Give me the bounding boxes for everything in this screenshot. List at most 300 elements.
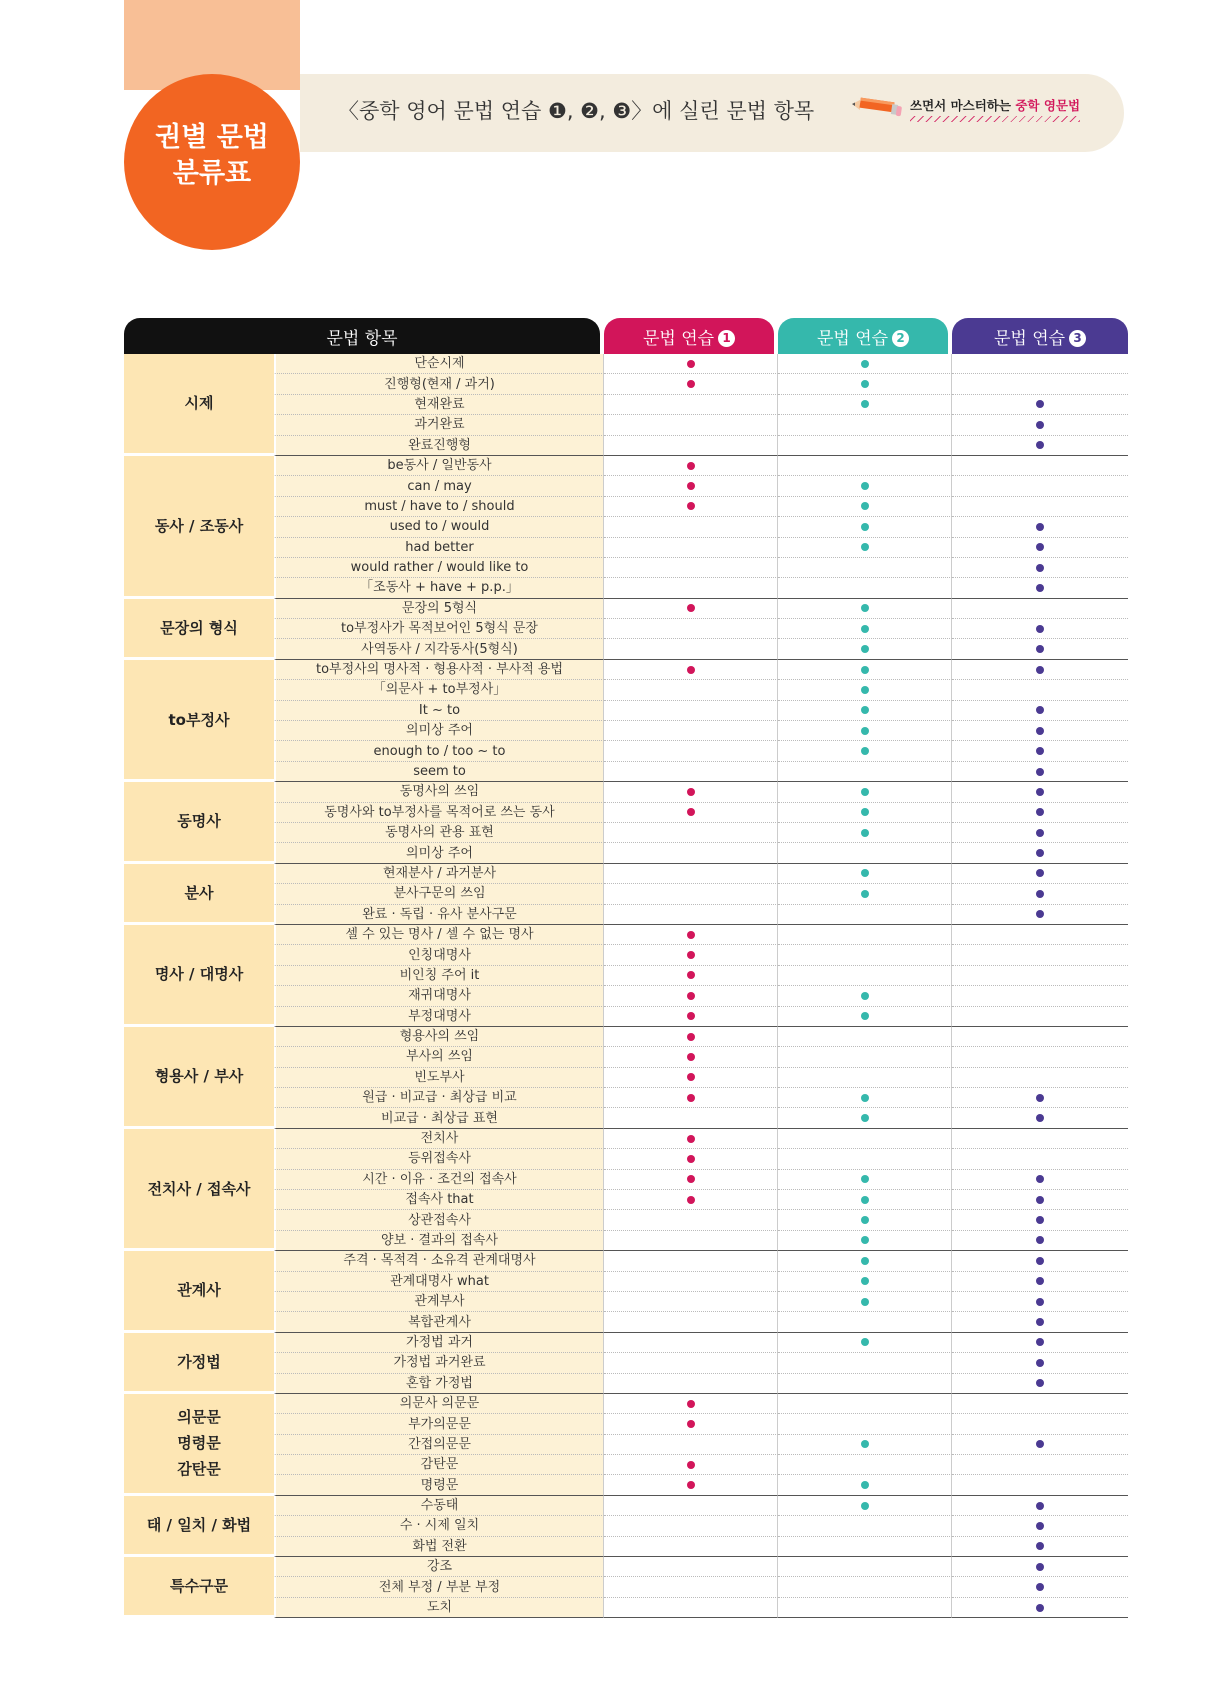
volume-3-cell xyxy=(952,1557,1128,1577)
volume-3-cell xyxy=(952,803,1128,823)
grammar-item: 의미상 주어 xyxy=(274,721,604,741)
volume-1-dot-icon xyxy=(687,462,695,470)
volume-2-cell xyxy=(778,497,952,517)
grammar-item: 가정법 과거 xyxy=(274,1333,604,1353)
table-row xyxy=(124,701,1128,721)
volume-3-cell xyxy=(952,639,1128,659)
table-row xyxy=(124,1475,1128,1495)
volume-2-dot-icon xyxy=(861,747,869,755)
volume-3-cell xyxy=(952,1333,1128,1353)
category-label: 가정법 xyxy=(177,1352,221,1371)
volume-3-dot-icon xyxy=(1036,1379,1044,1387)
category-label: 명사 / 대명사 xyxy=(154,965,244,984)
table-row xyxy=(124,374,1128,394)
volume-3-cell xyxy=(952,741,1128,761)
volume-1-cell xyxy=(604,701,778,721)
volume-2-cell xyxy=(778,1007,952,1027)
category-label: 관계사 xyxy=(177,1281,221,1300)
grammar-item: 양보 · 결과의 접속사 xyxy=(274,1231,604,1251)
table-row xyxy=(124,1292,1128,1312)
category-cell xyxy=(124,1251,274,1333)
volume-3-dot-icon xyxy=(1036,768,1044,776)
header-volume-2-label: 문법 연습 xyxy=(816,328,889,349)
table-row xyxy=(124,945,1128,965)
category-label: 태 / 일치 / 화법 xyxy=(146,1515,252,1534)
volume-3-cell xyxy=(952,864,1128,884)
grammar-item: 원급 · 비교급 · 최상급 비교 xyxy=(274,1088,604,1108)
volume-2-number-icon: 2 xyxy=(892,330,909,347)
category-cell xyxy=(124,456,274,599)
volume-1-cell xyxy=(604,1210,778,1230)
volume-2-cell xyxy=(778,1068,952,1088)
volume-1-cell xyxy=(604,1353,778,1373)
volume-1-number-icon: 1 xyxy=(718,330,735,347)
table-row xyxy=(124,1353,1128,1373)
volume-1-cell xyxy=(604,1292,778,1312)
volume-1-cell xyxy=(604,1007,778,1027)
volume-2-cell xyxy=(778,456,952,476)
table-row xyxy=(124,538,1128,558)
volume-1-cell xyxy=(604,1149,778,1169)
table-row xyxy=(124,476,1128,496)
grammar-item: 관계대명사 what xyxy=(274,1272,604,1292)
table-row xyxy=(124,1312,1128,1332)
volume-1-cell xyxy=(604,1374,778,1394)
table-row xyxy=(124,1251,1128,1271)
volume-1-cell xyxy=(604,1088,778,1108)
volume-3-cell xyxy=(952,945,1128,965)
volume-1-cell xyxy=(604,558,778,578)
category-label: 전치사 / 접속사 xyxy=(147,1179,251,1198)
volume-1-dot-icon xyxy=(687,604,695,612)
category-cell xyxy=(124,1333,274,1394)
grammar-item: 가정법 과거완료 xyxy=(274,1353,604,1373)
volume-3-dot-icon xyxy=(1036,849,1044,857)
volume-1-cell xyxy=(604,517,778,537)
volume-1-dot-icon xyxy=(687,360,695,368)
volume-3-cell xyxy=(952,884,1128,904)
volume-3-cell xyxy=(952,721,1128,741)
volume-3-dot-icon xyxy=(1036,1114,1044,1122)
volume-1-dot-icon xyxy=(687,808,695,816)
volume-3-dot-icon xyxy=(1036,706,1044,714)
table-row xyxy=(124,1108,1128,1128)
volume-2-dot-icon xyxy=(861,1216,869,1224)
volume-3-cell xyxy=(952,680,1128,700)
volume-3-cell xyxy=(952,782,1128,802)
table-row xyxy=(124,1272,1128,1292)
volume-3-dot-icon xyxy=(1036,1175,1044,1183)
volume-2-dot-icon xyxy=(861,380,869,388)
grammar-item: would rather / would like to xyxy=(274,558,604,578)
volume-2-cell xyxy=(778,680,952,700)
volume-3-cell xyxy=(952,1353,1128,1373)
grammar-item: 동명사의 쓰임 xyxy=(274,782,604,802)
volume-3-dot-icon xyxy=(1036,890,1044,898)
volume-2-cell xyxy=(778,538,952,558)
volume-2-dot-icon xyxy=(861,666,869,674)
grammar-item: 화법 전환 xyxy=(274,1537,604,1557)
table-row xyxy=(124,1088,1128,1108)
grammar-item: 의미상 주어 xyxy=(274,843,604,863)
volume-1-cell xyxy=(604,1537,778,1557)
volume-1-cell xyxy=(604,476,778,496)
volume-1-cell xyxy=(604,1394,778,1414)
volume-2-dot-icon xyxy=(861,482,869,490)
volume-2-cell xyxy=(778,476,952,496)
table-row xyxy=(124,1435,1128,1455)
category-label: 시제 xyxy=(184,394,214,413)
volume-2-cell xyxy=(778,1496,952,1516)
table-row xyxy=(124,1007,1128,1027)
volume-3-cell xyxy=(952,1475,1128,1495)
table-row xyxy=(124,1394,1128,1414)
grammar-item: enough to / too ~ to xyxy=(274,741,604,761)
category-cell xyxy=(124,599,274,660)
volume-2-cell xyxy=(778,1333,952,1353)
volume-2-cell xyxy=(778,1292,952,1312)
category-label: 동사 / 조동사 xyxy=(154,516,244,535)
volume-1-cell xyxy=(604,966,778,986)
volume-1-cell xyxy=(604,354,778,374)
volume-1-dot-icon xyxy=(687,1135,695,1143)
volume-3-dot-icon xyxy=(1036,1094,1044,1102)
volume-1-cell xyxy=(604,986,778,1006)
volume-1-dot-icon xyxy=(687,1073,695,1081)
pencil-icon xyxy=(850,96,904,118)
table-row xyxy=(124,1598,1128,1618)
volume-1-cell xyxy=(604,456,778,476)
volume-2-cell xyxy=(778,966,952,986)
table-row xyxy=(124,354,1128,374)
volume-2-dot-icon xyxy=(861,686,869,694)
category-label xyxy=(124,1404,274,1482)
volume-2-cell xyxy=(778,1598,952,1618)
volume-3-cell xyxy=(952,1088,1128,1108)
volume-3-cell xyxy=(952,1068,1128,1088)
volume-1-cell xyxy=(604,599,778,619)
volume-2-dot-icon xyxy=(861,1502,869,1510)
volume-1-cell xyxy=(604,1333,778,1353)
volume-1-cell xyxy=(604,1455,778,1475)
table-row xyxy=(124,782,1128,802)
volume-3-cell xyxy=(952,1414,1128,1434)
grammar-item: It ~ to xyxy=(274,701,604,721)
volume-3-dot-icon xyxy=(1036,625,1044,633)
volume-2-cell xyxy=(778,660,952,680)
table-row xyxy=(124,905,1128,925)
volume-3-cell xyxy=(952,1251,1128,1271)
category-label: 문장의 형식 xyxy=(160,618,238,637)
volume-3-dot-icon xyxy=(1036,1359,1044,1367)
volume-2-dot-icon xyxy=(861,706,869,714)
volume-2-cell xyxy=(778,1047,952,1067)
volume-1-cell xyxy=(604,905,778,925)
volume-2-dot-icon xyxy=(861,1481,869,1489)
grammar-item: 단순시제 xyxy=(274,354,604,374)
volume-3-dot-icon xyxy=(1036,1216,1044,1224)
grammar-table xyxy=(124,318,1128,1618)
table-row xyxy=(124,558,1128,578)
volume-3-dot-icon xyxy=(1036,747,1044,755)
volume-3-cell xyxy=(952,1007,1128,1027)
page-title: 〈중학 영어 문법 연습 ❶, ❷, ❸〉에 실린 문법 항목 xyxy=(338,99,815,123)
volume-2-dot-icon xyxy=(861,788,869,796)
grammar-item: to부정사가 목적보어인 5형식 문장 xyxy=(274,619,604,639)
volume-2-dot-icon xyxy=(861,645,869,653)
volume-1-cell xyxy=(604,1435,778,1455)
volume-2-cell xyxy=(778,803,952,823)
volume-1-dot-icon xyxy=(687,1196,695,1204)
volume-2-cell xyxy=(778,354,952,374)
volume-2-cell xyxy=(778,639,952,659)
volume-3-cell xyxy=(952,1210,1128,1230)
grammar-item: 전체 부정 / 부분 부정 xyxy=(274,1577,604,1597)
volume-2-cell xyxy=(778,1312,952,1332)
grammar-item: 완료진행형 xyxy=(274,436,604,456)
volume-1-cell xyxy=(604,721,778,741)
volume-3-cell xyxy=(952,1455,1128,1475)
volume-2-dot-icon xyxy=(861,808,869,816)
badge-title xyxy=(124,120,300,192)
volume-2-cell xyxy=(778,436,952,456)
volume-2-dot-icon xyxy=(861,1338,869,1346)
volume-2-dot-icon xyxy=(861,360,869,368)
table-body xyxy=(124,354,1128,1618)
volume-3-cell xyxy=(952,1435,1128,1455)
volume-2-dot-icon xyxy=(861,1196,869,1204)
table-row xyxy=(124,599,1128,619)
volume-3-cell xyxy=(952,1027,1128,1047)
volume-1-cell xyxy=(604,1577,778,1597)
table-row xyxy=(124,1333,1128,1353)
volume-2-cell xyxy=(778,1516,952,1536)
volume-3-dot-icon xyxy=(1036,1196,1044,1204)
table-row xyxy=(124,578,1128,598)
volume-3-cell xyxy=(952,415,1128,435)
grammar-item: 인칭대명사 xyxy=(274,945,604,965)
table-row xyxy=(124,1047,1128,1067)
volume-1-cell xyxy=(604,1414,778,1434)
volume-3-cell xyxy=(952,1292,1128,1312)
volume-2-cell xyxy=(778,558,952,578)
volume-2-cell xyxy=(778,884,952,904)
series-tag xyxy=(850,92,1080,122)
series-tag-highlight: 중학 영문법 xyxy=(1015,98,1081,113)
series-tag-text xyxy=(910,96,1080,118)
grammar-item: 의문사 의문문 xyxy=(274,1394,604,1414)
grammar-item: 수 · 시제 일치 xyxy=(274,1516,604,1536)
volume-2-dot-icon xyxy=(861,890,869,898)
category-cell xyxy=(124,1496,274,1557)
volume-1-cell xyxy=(604,1108,778,1128)
table-row xyxy=(124,1516,1128,1536)
header-grammar-item xyxy=(124,318,600,354)
header-volume-1 xyxy=(604,318,774,354)
table-row xyxy=(124,1149,1128,1169)
volume-3-cell xyxy=(952,599,1128,619)
volume-2-dot-icon xyxy=(861,1236,869,1244)
volume-1-dot-icon xyxy=(687,502,695,510)
volume-2-cell xyxy=(778,905,952,925)
volume-2-dot-icon xyxy=(861,1257,869,1265)
table-row xyxy=(124,966,1128,986)
volume-1-cell xyxy=(604,680,778,700)
volume-3-cell xyxy=(952,1108,1128,1128)
volume-3-cell xyxy=(952,1394,1128,1414)
grammar-item: 주격 · 목적격 · 소유격 관계대명사 xyxy=(274,1251,604,1271)
volume-3-dot-icon xyxy=(1036,666,1044,674)
grammar-item: must / have to / should xyxy=(274,497,604,517)
table-row xyxy=(124,395,1128,415)
table-row xyxy=(124,660,1128,680)
table-row xyxy=(124,762,1128,782)
volume-1-cell xyxy=(604,1557,778,1577)
volume-2-cell xyxy=(778,578,952,598)
volume-3-cell xyxy=(952,1190,1128,1210)
volume-2-cell xyxy=(778,1414,952,1434)
category-label: 특수구문 xyxy=(170,1577,228,1596)
volume-3-dot-icon xyxy=(1036,829,1044,837)
volume-3-dot-icon xyxy=(1036,543,1044,551)
grammar-item: 형용사의 쓰임 xyxy=(274,1027,604,1047)
volume-2-cell xyxy=(778,415,952,435)
volume-1-cell xyxy=(604,1190,778,1210)
grammar-item: 부가의문문 xyxy=(274,1414,604,1434)
volume-2-cell xyxy=(778,741,952,761)
table-row xyxy=(124,1374,1128,1394)
grammar-item: 진행형(현재 / 과거) xyxy=(274,374,604,394)
volume-3-cell xyxy=(952,762,1128,782)
grammar-item: 과거완료 xyxy=(274,415,604,435)
grammar-item: 관계부사 xyxy=(274,1292,604,1312)
badge-title-line2: 분류표 xyxy=(172,158,252,189)
grammar-item: 강조 xyxy=(274,1557,604,1577)
table-row xyxy=(124,843,1128,863)
volume-3-dot-icon xyxy=(1036,645,1044,653)
grammar-item: 현재완료 xyxy=(274,395,604,415)
volume-1-cell xyxy=(604,1170,778,1190)
grammar-item: had better xyxy=(274,538,604,558)
table-row xyxy=(124,986,1128,1006)
table-row xyxy=(124,1170,1128,1190)
volume-2-dot-icon xyxy=(861,829,869,837)
volume-1-cell xyxy=(604,925,778,945)
volume-2-cell xyxy=(778,1129,952,1149)
volume-3-dot-icon xyxy=(1036,1257,1044,1265)
volume-1-dot-icon xyxy=(687,380,695,388)
category-label: 형용사 / 부사 xyxy=(154,1067,244,1086)
grammar-item: 복합관계사 xyxy=(274,1312,604,1332)
volume-3-dot-icon xyxy=(1036,1522,1044,1530)
volume-3-dot-icon xyxy=(1036,910,1044,918)
volume-2-cell xyxy=(778,945,952,965)
table-row xyxy=(124,1496,1128,1516)
volume-2-dot-icon xyxy=(861,1094,869,1102)
volume-1-dot-icon xyxy=(687,1175,695,1183)
volume-2-cell xyxy=(778,1149,952,1169)
volume-1-cell xyxy=(604,1251,778,1271)
volume-1-dot-icon xyxy=(687,482,695,490)
volume-1-dot-icon xyxy=(687,1053,695,1061)
grammar-item: 재귀대명사 xyxy=(274,986,604,1006)
volume-1-cell xyxy=(604,639,778,659)
header-grammar-item-label: 문법 항목 xyxy=(326,328,398,349)
table-row xyxy=(124,639,1128,659)
grammar-item: 완료 · 독립 · 유사 분사구문 xyxy=(274,905,604,925)
volume-1-cell xyxy=(604,1516,778,1536)
volume-1-dot-icon xyxy=(687,1155,695,1163)
volume-3-cell xyxy=(952,456,1128,476)
grammar-item: 사역동사 / 지각동사(5형식) xyxy=(274,639,604,659)
volume-2-cell xyxy=(778,1231,952,1251)
grammar-item: 부사의 쓰임 xyxy=(274,1047,604,1067)
table-row xyxy=(124,517,1128,537)
volume-1-cell xyxy=(604,1068,778,1088)
volume-1-cell xyxy=(604,619,778,639)
volume-1-cell xyxy=(604,864,778,884)
grammar-item: 셀 수 있는 명사 / 셀 수 없는 명사 xyxy=(274,925,604,945)
table-row xyxy=(124,1537,1128,1557)
table-row xyxy=(124,1577,1128,1597)
volume-3-cell xyxy=(952,1231,1128,1251)
table-row xyxy=(124,680,1128,700)
volume-1-cell xyxy=(604,1047,778,1067)
volume-3-dot-icon xyxy=(1036,421,1044,429)
volume-2-dot-icon xyxy=(861,1277,869,1285)
grammar-item: be동사 / 일반동사 xyxy=(274,456,604,476)
volume-3-dot-icon xyxy=(1036,1583,1044,1591)
volume-2-cell xyxy=(778,517,952,537)
volume-3-cell xyxy=(952,619,1128,639)
volume-2-cell xyxy=(778,1537,952,1557)
table-row xyxy=(124,1455,1128,1475)
volume-2-cell xyxy=(778,701,952,721)
volume-2-dot-icon xyxy=(861,604,869,612)
header-volume-2 xyxy=(778,318,948,354)
grammar-item: 접속사 that xyxy=(274,1190,604,1210)
volume-2-cell xyxy=(778,1435,952,1455)
volume-2-cell xyxy=(778,1353,952,1373)
volume-3-dot-icon xyxy=(1036,869,1044,877)
volume-3-cell xyxy=(952,354,1128,374)
table-row xyxy=(124,741,1128,761)
volume-1-dot-icon xyxy=(687,1012,695,1020)
volume-1-cell xyxy=(604,1027,778,1047)
grammar-item: 현재분사 / 과거분사 xyxy=(274,864,604,884)
volume-1-dot-icon xyxy=(687,666,695,674)
volume-2-cell xyxy=(778,1577,952,1597)
volume-1-cell xyxy=(604,436,778,456)
header-volume-3-label: 문법 연습 xyxy=(993,328,1066,349)
volume-3-cell xyxy=(952,1149,1128,1169)
volume-2-cell xyxy=(778,1557,952,1577)
table-row xyxy=(124,436,1128,456)
header-volume-1-label: 문법 연습 xyxy=(642,328,715,349)
volume-3-cell xyxy=(952,1516,1128,1536)
volume-3-cell xyxy=(952,395,1128,415)
volume-1-cell xyxy=(604,1496,778,1516)
table-row xyxy=(124,864,1128,884)
volume-2-cell xyxy=(778,1088,952,1108)
header-volume-3 xyxy=(952,318,1128,354)
grammar-item: 비인칭 주어 it xyxy=(274,966,604,986)
volume-3-dot-icon xyxy=(1036,1318,1044,1326)
volume-3-cell xyxy=(952,517,1128,537)
volume-1-dot-icon xyxy=(687,971,695,979)
grammar-item: 문장의 5형식 xyxy=(274,599,604,619)
volume-2-cell xyxy=(778,721,952,741)
